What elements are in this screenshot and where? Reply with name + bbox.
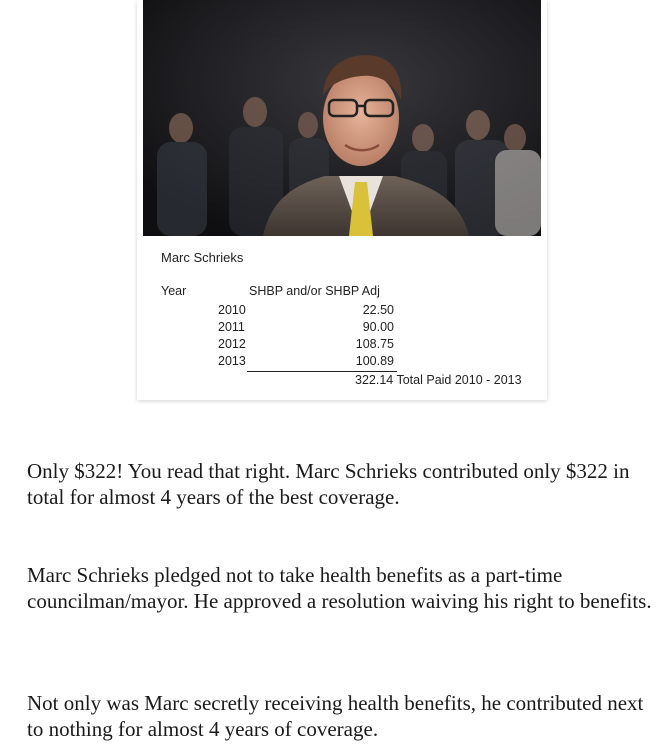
paragraph-secret-benefits: Not only was Marc secretly receiving health benefits, he contributed next to nothing for almost 4 years of coverage. — [27, 691, 644, 741]
row-amount: 100.89 — [355, 354, 394, 368]
row-year: 2013 — [218, 354, 246, 368]
caption-name: Marc Schrieks — [161, 250, 244, 265]
portrait-photo — [143, 0, 541, 236]
row-amount: 22.50 — [362, 303, 394, 317]
row-amount: 90.00 — [362, 320, 394, 334]
total-value: 322.14 — [355, 373, 394, 387]
total-label: Total Paid 2010 - 2013 — [396, 373, 522, 387]
paragraph-contribution: Only $322! You read that right. Marc Schrieks contributed only $322 in total for almost 4 years of the best coverage. — [27, 459, 630, 509]
row-year: 2012 — [218, 337, 246, 351]
total-rule — [247, 371, 397, 372]
row-year: 2011 — [218, 320, 245, 334]
table-row — [137, 303, 547, 320]
row-amount: 108.75 — [355, 337, 394, 351]
paragraph-pledge: Marc Schrieks pledged not to take health benefits as a part-time councilman/mayor. He approved a resolution waiving his right to benefits. — [27, 563, 652, 613]
row-year: 2010 — [218, 303, 246, 317]
table-row — [137, 354, 547, 371]
portrait-illustration — [143, 0, 541, 236]
image-card — [137, 0, 547, 400]
table-row — [137, 320, 547, 337]
table-row — [137, 337, 547, 354]
column-header-year: Year — [161, 284, 187, 298]
total-line — [355, 373, 522, 387]
column-header-amount: SHBP and/or SHBP Adj — [249, 284, 380, 298]
